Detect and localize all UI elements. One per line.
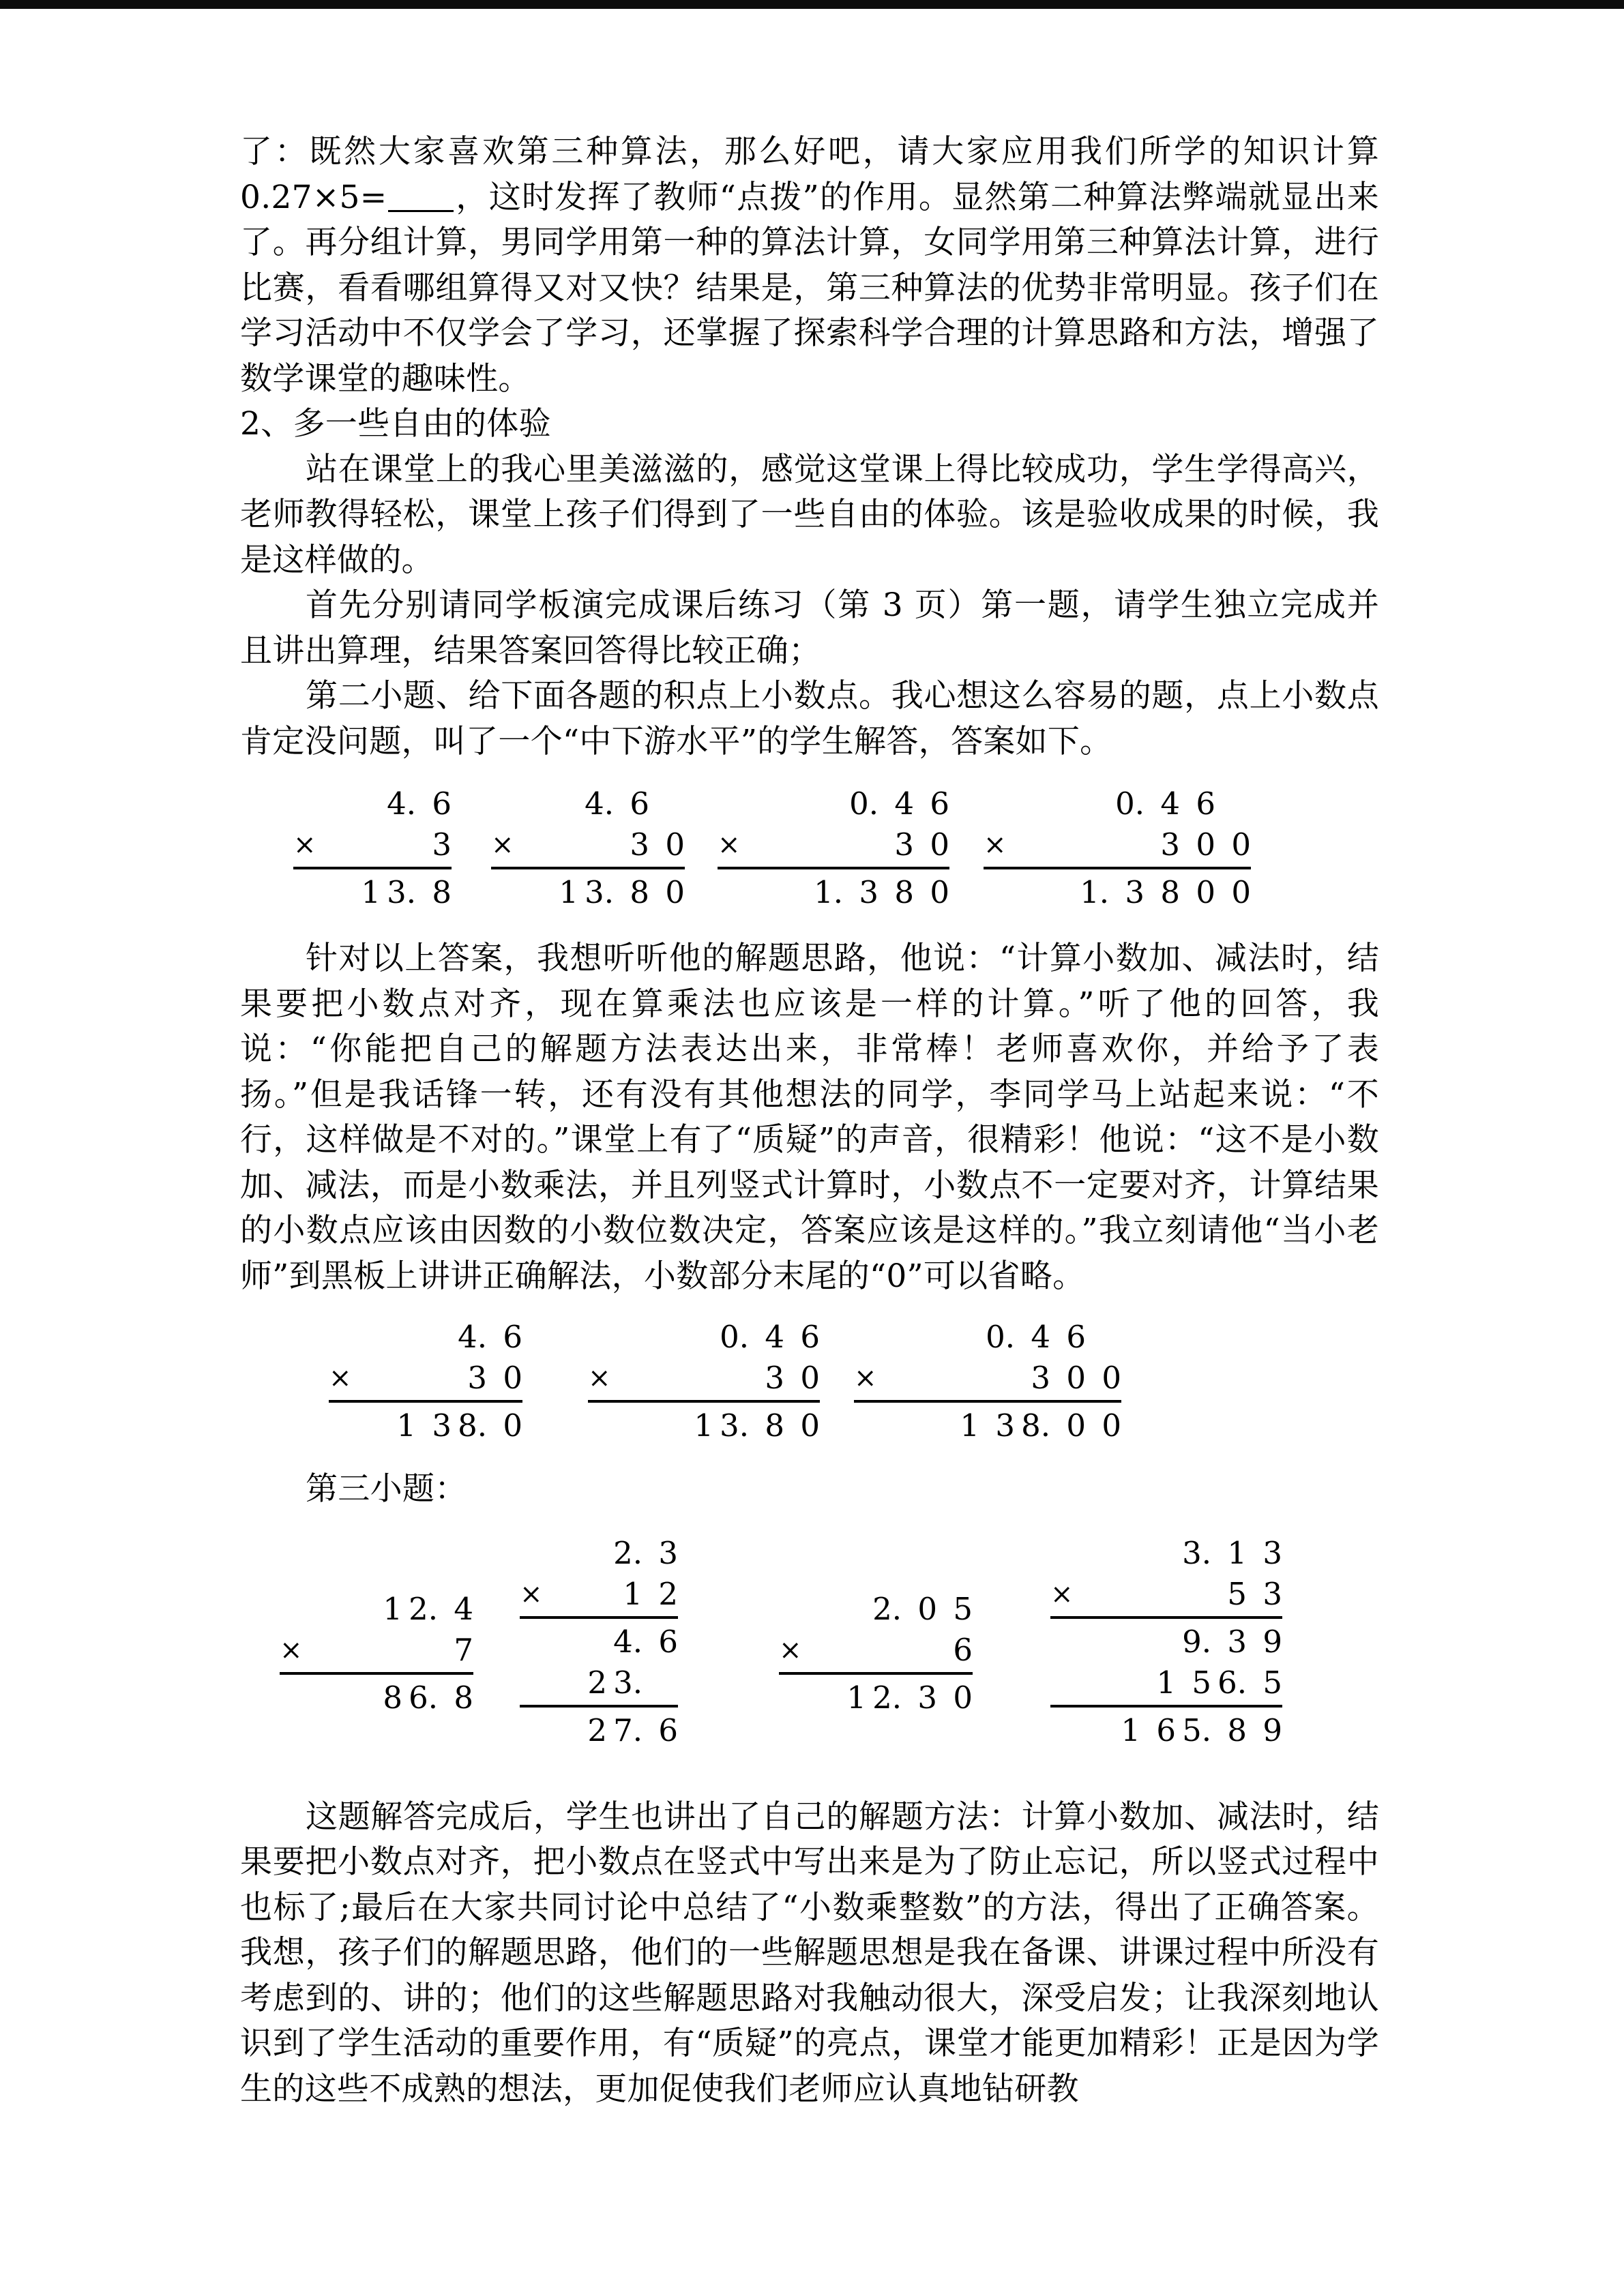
digit: 0 xyxy=(503,1360,522,1396)
product-row xyxy=(1050,1710,1282,1751)
paragraph-3: 站在课堂上的我心里美滋滋的，感觉这堂课上得比较成功，学生学得高兴，老师教得轻松，课堂上孩子们得到了一些自由的体验。该是验收成果的时候，我是这样做的。 xyxy=(240,450,1379,579)
sum-rule xyxy=(779,1672,973,1675)
sum-rule xyxy=(718,867,949,869)
digit: 6 xyxy=(800,1319,820,1355)
digit: 3 xyxy=(894,826,914,863)
digit: 1 xyxy=(846,1679,866,1716)
product-row xyxy=(984,872,1251,913)
digit: 4 xyxy=(1160,786,1180,822)
equation-inline-0-27x5: 0.27×5= xyxy=(240,178,387,216)
sum-rule xyxy=(1050,1705,1282,1708)
partial-product-row-2 xyxy=(520,1663,678,1703)
digit: 6 xyxy=(930,786,949,822)
digit: 0 xyxy=(665,826,685,863)
digit: 8 xyxy=(630,874,649,910)
product-row xyxy=(854,1405,1121,1446)
scan-edge-artifact xyxy=(0,0,1624,9)
multiplicand-row xyxy=(854,1317,1121,1358)
vertical-calculation-4.6x3 xyxy=(293,784,452,913)
multiply-operator-icon: × xyxy=(329,1362,352,1394)
sum-rule xyxy=(280,1672,473,1675)
digit: 0 xyxy=(800,1407,820,1444)
multiplicand-row xyxy=(779,1589,973,1630)
digit: 1 xyxy=(396,1407,416,1444)
product-row xyxy=(588,1405,820,1446)
digit: 8 xyxy=(432,874,452,910)
multiplicand-row xyxy=(718,784,949,824)
sum-rule xyxy=(329,1400,522,1403)
digit: 3 xyxy=(432,826,452,863)
vertical-calculation-2.05x6 xyxy=(779,1589,973,1718)
digit: 0 xyxy=(953,1679,973,1716)
digit: 0 xyxy=(1231,874,1251,910)
multiplier-row xyxy=(779,1630,973,1671)
digit: 3. xyxy=(585,874,614,910)
digit: 4. xyxy=(585,786,614,822)
sum-rule xyxy=(293,867,452,869)
digit: 1 xyxy=(694,1407,713,1444)
partial-product-row-1 xyxy=(520,1622,678,1663)
digit: 4. xyxy=(387,786,416,822)
digit: 5 xyxy=(953,1590,973,1627)
digit: 3 xyxy=(859,874,879,910)
paragraph-4: 首先分别请同学板演完成课后练习（第 3 页）第一题，请学生独立完成并且讲出算理，结果答案回答得比较正确； xyxy=(240,586,1379,670)
digit: 3 xyxy=(1227,1623,1247,1660)
multiply-operator-icon: × xyxy=(520,1578,543,1610)
multiplier-row xyxy=(329,1358,522,1399)
multiplier-row xyxy=(520,1574,678,1615)
digit: 0 xyxy=(930,874,949,910)
multiply-operator-icon: × xyxy=(491,829,514,861)
digit: 0 xyxy=(1196,826,1215,863)
digit: 9 xyxy=(1263,1712,1282,1748)
product-row xyxy=(329,1405,522,1446)
digit: 0 xyxy=(1102,1360,1121,1396)
multiplicand-row xyxy=(293,784,452,824)
digit: 9. xyxy=(1182,1623,1211,1660)
sum-rule xyxy=(520,1705,678,1708)
multiply-operator-icon: × xyxy=(280,1634,303,1666)
digit: 3 xyxy=(1160,826,1180,863)
digit: 1 xyxy=(623,1575,643,1612)
vertical-calculation-0.46x30 xyxy=(718,784,949,913)
multiplicand-row xyxy=(491,784,685,824)
digit: 1 xyxy=(1156,1664,1176,1701)
sum-rule xyxy=(854,1400,1121,1403)
digit: 2 xyxy=(658,1575,678,1612)
multiply-operator-icon: × xyxy=(293,829,316,861)
digit: 5 xyxy=(1227,1575,1247,1612)
digit: 4 xyxy=(765,1319,784,1355)
digit: 1 xyxy=(559,874,578,910)
partial-product-row-1 xyxy=(1050,1622,1282,1663)
digit: 2. xyxy=(872,1590,902,1627)
digit: 3 xyxy=(1263,1575,1282,1612)
digit: 0 xyxy=(665,874,685,910)
sum-rule xyxy=(520,1616,678,1619)
multiplier-row xyxy=(1050,1574,1282,1615)
digit: 5. xyxy=(1182,1712,1211,1748)
digit: 3 xyxy=(995,1407,1015,1444)
digit: 3 xyxy=(917,1679,937,1716)
digit: 1. xyxy=(1080,874,1109,910)
math-group-2 xyxy=(240,1310,1379,1465)
digit: 8 xyxy=(1227,1712,1247,1748)
product-row xyxy=(491,872,685,913)
digit: 3 xyxy=(630,826,649,863)
digit: 8. xyxy=(1021,1407,1050,1444)
digit: 1. xyxy=(814,874,843,910)
product-row xyxy=(293,872,452,913)
multiplier-row xyxy=(588,1358,820,1399)
digit: 7 xyxy=(454,1631,473,1668)
multiplicand-row xyxy=(520,1533,678,1574)
digit: 3 xyxy=(765,1360,784,1396)
digit: 5 xyxy=(1192,1664,1211,1701)
multiplier-row xyxy=(491,824,685,865)
digit: 6. xyxy=(1217,1664,1247,1701)
digit: 0 xyxy=(1066,1407,1086,1444)
digit: 3 xyxy=(467,1360,487,1396)
digit: 1 xyxy=(383,1590,402,1627)
digit: 6 xyxy=(658,1623,678,1660)
digit: 0. xyxy=(986,1319,1015,1355)
digit: 2 xyxy=(587,1712,607,1748)
digit: 1 xyxy=(960,1407,979,1444)
digit: 0 xyxy=(1102,1407,1121,1444)
multiply-operator-icon: × xyxy=(854,1362,877,1394)
digit: 4 xyxy=(454,1590,473,1627)
digit: 0 xyxy=(800,1360,820,1396)
vertical-calculation-4.6x30-corrected xyxy=(329,1317,522,1446)
digit: 6 xyxy=(1066,1319,1086,1355)
multiply-operator-icon: × xyxy=(984,829,1007,861)
digit: 0 xyxy=(930,826,949,863)
vertical-calculation-3.13x53 xyxy=(1050,1533,1282,1751)
vertical-calculation-0.46x300-corrected xyxy=(854,1317,1121,1446)
digit: 5 xyxy=(1263,1664,1282,1701)
paragraph-1-run-a: 了：既然大家喜欢第三种算法，那么好吧，请大家应用我们所学的知识计算 xyxy=(240,133,1379,170)
digit: 9 xyxy=(1263,1623,1282,1660)
digit: 6 xyxy=(658,1712,678,1748)
multiplier-row xyxy=(718,824,949,865)
digit: 0. xyxy=(720,1319,749,1355)
product-row xyxy=(520,1710,678,1751)
product-row xyxy=(718,872,949,913)
multiplicand-row xyxy=(984,784,1251,824)
digit: 0 xyxy=(1196,874,1215,910)
multiply-operator-icon: × xyxy=(779,1634,802,1666)
document-body xyxy=(240,130,1379,2112)
digit: 3 xyxy=(658,1534,678,1571)
vertical-calculation-2.3x12 xyxy=(520,1533,678,1751)
digit: 8 xyxy=(383,1679,402,1716)
digit: 4 xyxy=(1031,1319,1050,1355)
digit: 4 xyxy=(894,786,914,822)
sum-rule xyxy=(588,1400,820,1403)
digit: 0. xyxy=(849,786,879,822)
digit: 0 xyxy=(917,1590,937,1627)
sum-rule xyxy=(491,867,685,869)
digit: 3 xyxy=(1125,874,1145,910)
digit: 4. xyxy=(458,1319,487,1355)
digit: 3. xyxy=(720,1407,749,1444)
vertical-calculation-12.4x7 xyxy=(280,1589,473,1718)
digit: 3 xyxy=(432,1407,452,1444)
digit: 0 xyxy=(1231,826,1251,863)
vertical-calculation-4.6x30 xyxy=(491,784,685,913)
digit: 4. xyxy=(613,1623,643,1660)
sum-rule xyxy=(984,867,1251,869)
digit: 6 xyxy=(953,1631,973,1668)
digit: 3. xyxy=(387,874,416,910)
digit: 2. xyxy=(409,1590,438,1627)
digit: 3 xyxy=(1263,1534,1282,1571)
math-group-1 xyxy=(240,774,1379,931)
digit: 6 xyxy=(630,786,649,822)
digit: 3. xyxy=(613,1664,643,1701)
partial-product-row-2 xyxy=(1050,1663,1282,1703)
paragraph-1 xyxy=(240,130,1379,402)
multiplicand-row xyxy=(280,1589,473,1630)
multiplier-row xyxy=(293,824,452,865)
math-group-3 xyxy=(240,1521,1379,1788)
multiplicand-row xyxy=(1050,1533,1282,1574)
digit: 2. xyxy=(872,1679,902,1716)
fill-in-blank[interactable] xyxy=(388,210,454,212)
digit: 8 xyxy=(765,1407,784,1444)
digit: 6. xyxy=(409,1679,438,1716)
digit: 1 xyxy=(1227,1534,1247,1571)
digit: 3. xyxy=(1182,1534,1211,1571)
product-row xyxy=(280,1678,473,1718)
digit: 0 xyxy=(503,1407,522,1444)
vertical-calculation-0.46x30-corrected xyxy=(588,1317,820,1446)
digit: 2. xyxy=(613,1534,643,1571)
digit: 8 xyxy=(454,1679,473,1716)
multiplicand-row xyxy=(329,1317,522,1358)
paragraph-5: 第二小题、给下面各题的积点上小数点。我心想这么容易的题，点上小数点肯定没问题，叫了一个“中下游水平”的学生解答，答案如下。 xyxy=(240,677,1379,760)
section-heading-2: 2、多一些自由的体验 xyxy=(240,405,551,443)
subsection-label-third-question: 第三小题： xyxy=(306,1470,467,1508)
digit: 6 xyxy=(1156,1712,1176,1748)
multiplier-row xyxy=(984,824,1251,865)
digit: 6 xyxy=(503,1319,522,1355)
multiplicand-row xyxy=(588,1317,820,1358)
digit: 2 xyxy=(587,1664,607,1701)
multiplier-row xyxy=(280,1630,473,1671)
paragraph-1-run-b: ，这时发挥了教师“点拨”的作用。显然第二种算法弊端就显出来了。再分组计算，男同学用第一种的算法计算，女同学用第三种算法计算，进行比赛，看看哪组算得又对又快？结果是，第三种算法的优势非常明显。孩子们在学习活动中不仅学会了学习，还掌握了探索科学合理的计算思路和方法，增强了数学课堂的趣味性。 xyxy=(240,178,1379,398)
digit: 6 xyxy=(1196,786,1215,822)
digit: 6 xyxy=(432,786,452,822)
digit: 8 xyxy=(894,874,914,910)
vertical-calculation-0.46x300 xyxy=(984,784,1251,913)
paragraph-6: 针对以上答案，我想听听他的解题思路，他说：“计算小数加、减法时，结果要把小数点对齐，现在算乘法也应该是一样的计算。”听了他的回答，我说：“你能把自己的解题方法表达出来，非常棒！老师喜欢你，并给予了表扬。”但是我话锋一转，还有没有其他想法的同学，李同学马上站起来说：“不行，这样做是不对的。”课堂上有了“质疑”的声音，很精彩！他说：“这不是小数加、减法，而是小数乘法，并且列竖式计算时，小数点不一定要对齐，计算结果的小数点应该由因数的小数位数决定，答案应该是这样的。”我立刻请他“当小老师”到黑板上讲讲正确解法，小数部分末尾的“0”可以省略。 xyxy=(240,940,1379,1295)
paragraph-8: 这题解答完成后，学生也讲出了自己的解题方法：计算小数加、减法时，结果要把小数点对齐，把小数点在竖式中写出来是为了防止忘记，所以竖式过程中也标了;最后在大家共同讨论中总结了“小数乘整数”的方法，得出了正确答案。我想，孩子们的解题思路，他们的一些解题思想是我在备课、讲课过程中所没有考虑到的、讲的；他们的这些解题思路对我触动很大，深受启发；让我深刻地认识到了学生活动的重要作用，有“质疑”的亮点，课堂才能更加精彩！正是因为学生的这些不成熟的想法，更加促使我们老师应认真地钻研教 xyxy=(240,1798,1379,2108)
digit: 0. xyxy=(1115,786,1145,822)
digit: 3 xyxy=(1031,1360,1050,1396)
product-row xyxy=(779,1678,973,1718)
digit: 0 xyxy=(1066,1360,1086,1396)
sum-rule xyxy=(1050,1616,1282,1619)
digit: 8. xyxy=(458,1407,487,1444)
digit: 7. xyxy=(613,1712,643,1748)
digit: 1 xyxy=(361,874,381,910)
digit: 8 xyxy=(1160,874,1180,910)
digit: 1 xyxy=(1121,1712,1140,1748)
multiply-operator-icon: × xyxy=(588,1362,611,1394)
multiplier-row xyxy=(854,1358,1121,1399)
multiply-operator-icon: × xyxy=(718,829,741,861)
multiply-operator-icon: × xyxy=(1050,1578,1074,1610)
